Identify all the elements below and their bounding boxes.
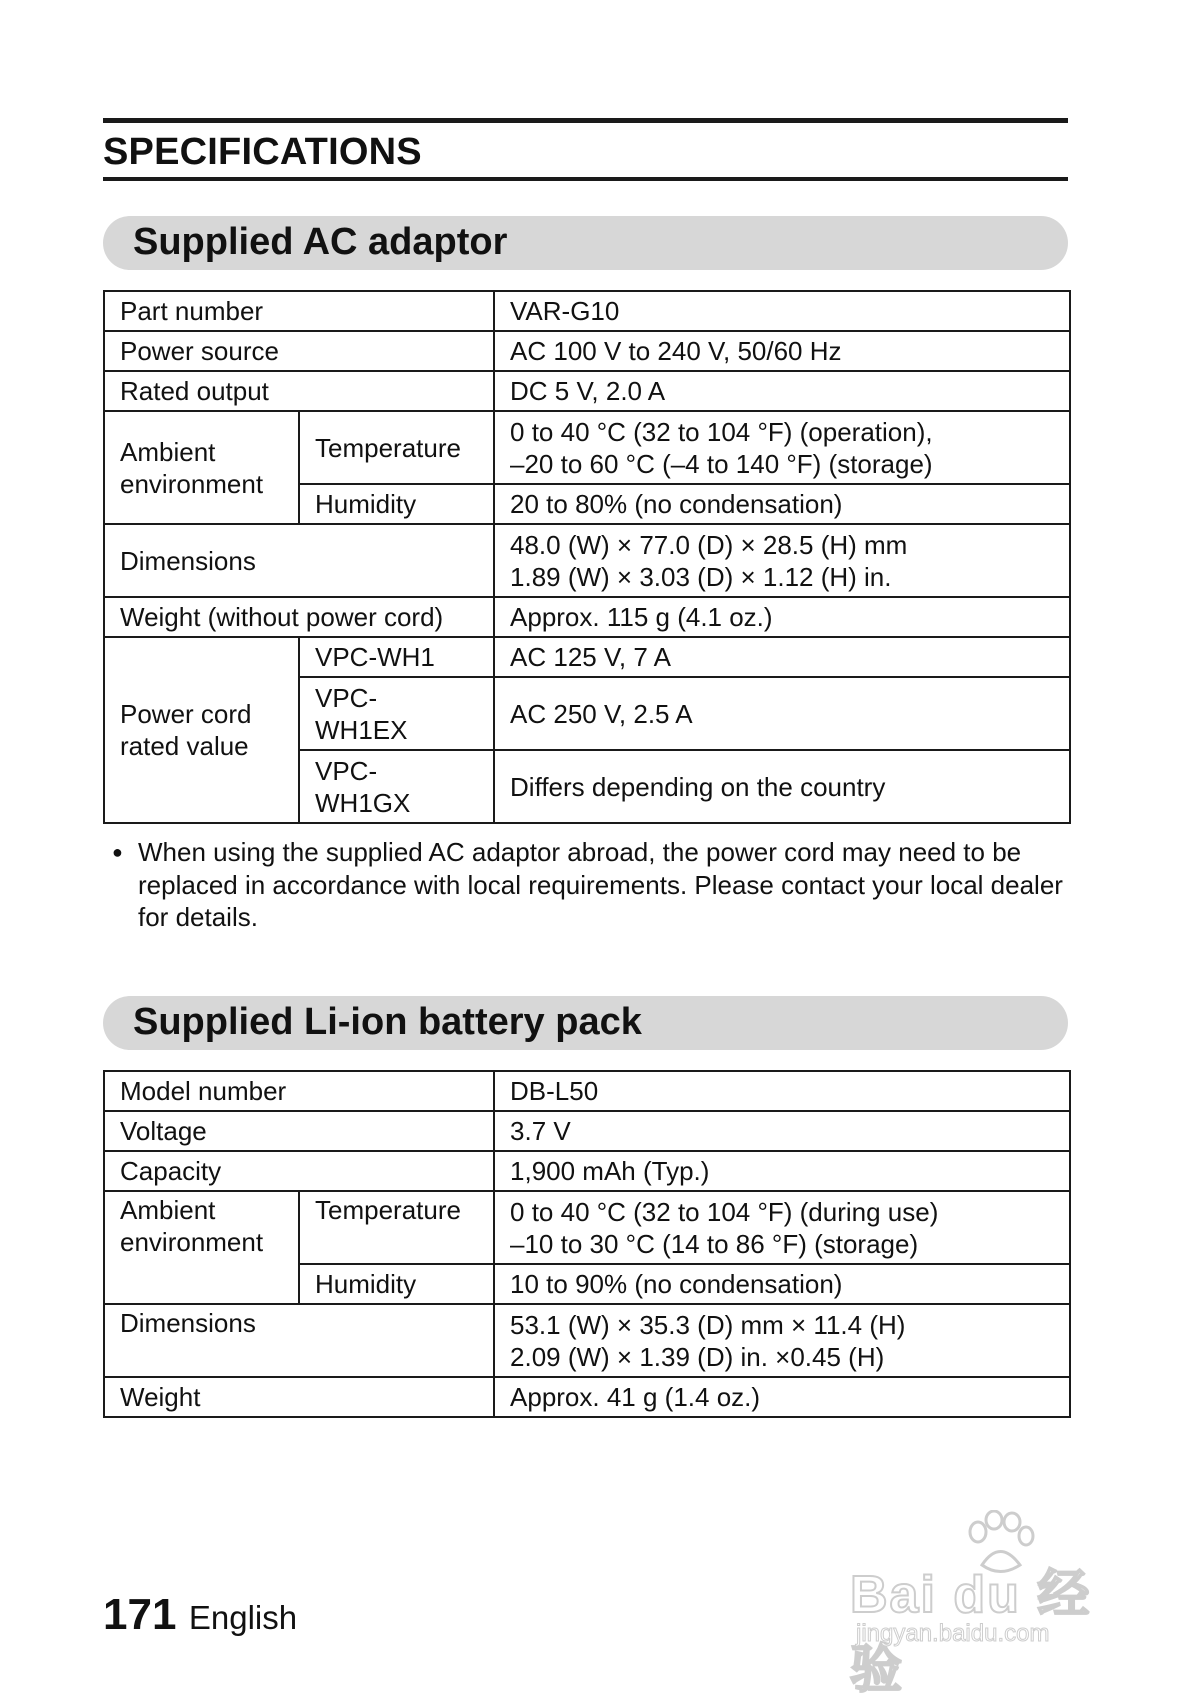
spec-label: Model number [104, 1071, 494, 1111]
spec-label: Capacity [104, 1151, 494, 1191]
label-line: Ambient [120, 436, 216, 467]
cord-value: AC 125 V, 7 A [494, 637, 1070, 677]
value-line: –20 to 60 °C (–4 to 140 °F) (storage) [510, 448, 933, 479]
label-line: environment [120, 468, 264, 499]
ac-adaptor-spec-table [103, 290, 1071, 824]
cord-value: AC 250 V, 2.5 A [494, 677, 1070, 750]
value-line: 48.0 (W) × 77.0 (D) × 28.5 (H) mm [510, 529, 908, 560]
spec-value: DC 5 V, 2.0 A [494, 371, 1070, 411]
watermark-url: jingyan.baidu.com [856, 1620, 1050, 1647]
cord-model: VPC-WH1 [299, 637, 494, 677]
table-row [104, 1111, 1070, 1151]
model-line: WH1GX [315, 787, 411, 818]
spec-value [494, 411, 1070, 484]
table-row [104, 524, 1070, 597]
battery-spec-table [103, 1070, 1071, 1418]
spec-sublabel: Humidity [299, 484, 494, 524]
spec-sublabel: Humidity [299, 1264, 494, 1304]
spec-value: 10 to 90% (no condensation) [494, 1264, 1070, 1304]
label-line: environment [120, 1227, 264, 1257]
page-title [103, 118, 1068, 181]
spec-label: Part number [104, 291, 494, 331]
table-row [104, 331, 1070, 371]
model-line: WH1EX [315, 714, 408, 745]
bullet-icon: ● [112, 842, 123, 862]
table-row [104, 1191, 1070, 1264]
spec-value: Approx. 115 g (4.1 oz.) [494, 597, 1070, 637]
spec-label: Power source [104, 331, 494, 371]
label-line: Power cord [120, 699, 252, 729]
value-line: 2.09 (W) × 1.39 (D) in. ×0.45 (H) [510, 1341, 885, 1372]
page-number: 171 [103, 1590, 177, 1639]
value-line: 1.89 (W) × 3.03 (D) × 1.12 (H) in. [510, 561, 892, 592]
spec-sublabel: Temperature [299, 1191, 494, 1264]
table-row [104, 291, 1070, 331]
table-row [104, 411, 1070, 484]
spec-label-ambient [104, 1191, 299, 1304]
table-row [104, 597, 1070, 637]
value-line: 0 to 40 °C (32 to 104 °F) (operation), [510, 416, 933, 447]
spec-label-power-cord [104, 637, 299, 823]
baidu-watermark [850, 1510, 1130, 1699]
ac-adaptor-note [112, 836, 1072, 934]
model-line: VPC- [315, 682, 378, 713]
cord-model [299, 677, 494, 750]
spec-label: Weight [104, 1377, 494, 1417]
table-row [104, 1151, 1070, 1191]
value-line: –10 to 30 °C (14 to 86 °F) (storage) [510, 1228, 919, 1259]
page-title-text: SPECIFICATIONS [103, 131, 422, 173]
section-header-battery [103, 996, 1068, 1050]
value-line: 0 to 40 °C (32 to 104 °F) (during use) [510, 1196, 939, 1227]
section-header-ac-adaptor [103, 216, 1068, 270]
spec-value: AC 100 V to 240 V, 50/60 Hz [494, 331, 1070, 371]
spec-value [494, 1191, 1070, 1264]
watermark-brand: Bai du 经验 [850, 1566, 1092, 1699]
spec-value [494, 1304, 1070, 1377]
page-footer [103, 1590, 297, 1640]
spec-value: 20 to 80% (no condensation) [494, 484, 1070, 524]
label-line: Ambient [120, 1195, 216, 1225]
cord-model [299, 750, 494, 823]
cord-value: Differs depending on the country [494, 750, 1070, 823]
spec-label: Dimensions [104, 524, 494, 597]
spec-value [494, 524, 1070, 597]
spec-value: 3.7 V [494, 1111, 1070, 1151]
spec-value: Approx. 41 g (1.4 oz.) [494, 1377, 1070, 1417]
spec-sublabel: Temperature [299, 411, 494, 484]
value-line: 53.1 (W) × 35.3 (D) mm × 11.4 (H) [510, 1309, 906, 1340]
spec-label-ambient [104, 411, 299, 524]
table-row [104, 371, 1070, 411]
spec-value: 1,900 mAh (Typ.) [494, 1151, 1070, 1191]
table-row [104, 1304, 1070, 1377]
note-text: When using the supplied AC adaptor abroad, the power cord may need to be replaced in accordance with local requirements. Please contact your local dealer for details. [138, 837, 1063, 932]
page-language: English [188, 1599, 298, 1636]
spec-label: Weight (without power cord) [104, 597, 494, 637]
model-line: VPC- [315, 755, 378, 786]
section-title: Supplied AC adaptor [133, 221, 508, 263]
section-title: Supplied Li-ion battery pack [133, 1001, 642, 1043]
spec-value: VAR-G10 [494, 291, 1070, 331]
spec-label: Voltage [104, 1111, 494, 1151]
spec-label: Dimensions [104, 1304, 494, 1377]
table-row [104, 637, 1070, 677]
table-row [104, 1071, 1070, 1111]
spec-value: DB-L50 [494, 1071, 1070, 1111]
table-row [104, 1377, 1070, 1417]
label-line: rated value [120, 731, 249, 761]
spec-label: Rated output [104, 371, 494, 411]
